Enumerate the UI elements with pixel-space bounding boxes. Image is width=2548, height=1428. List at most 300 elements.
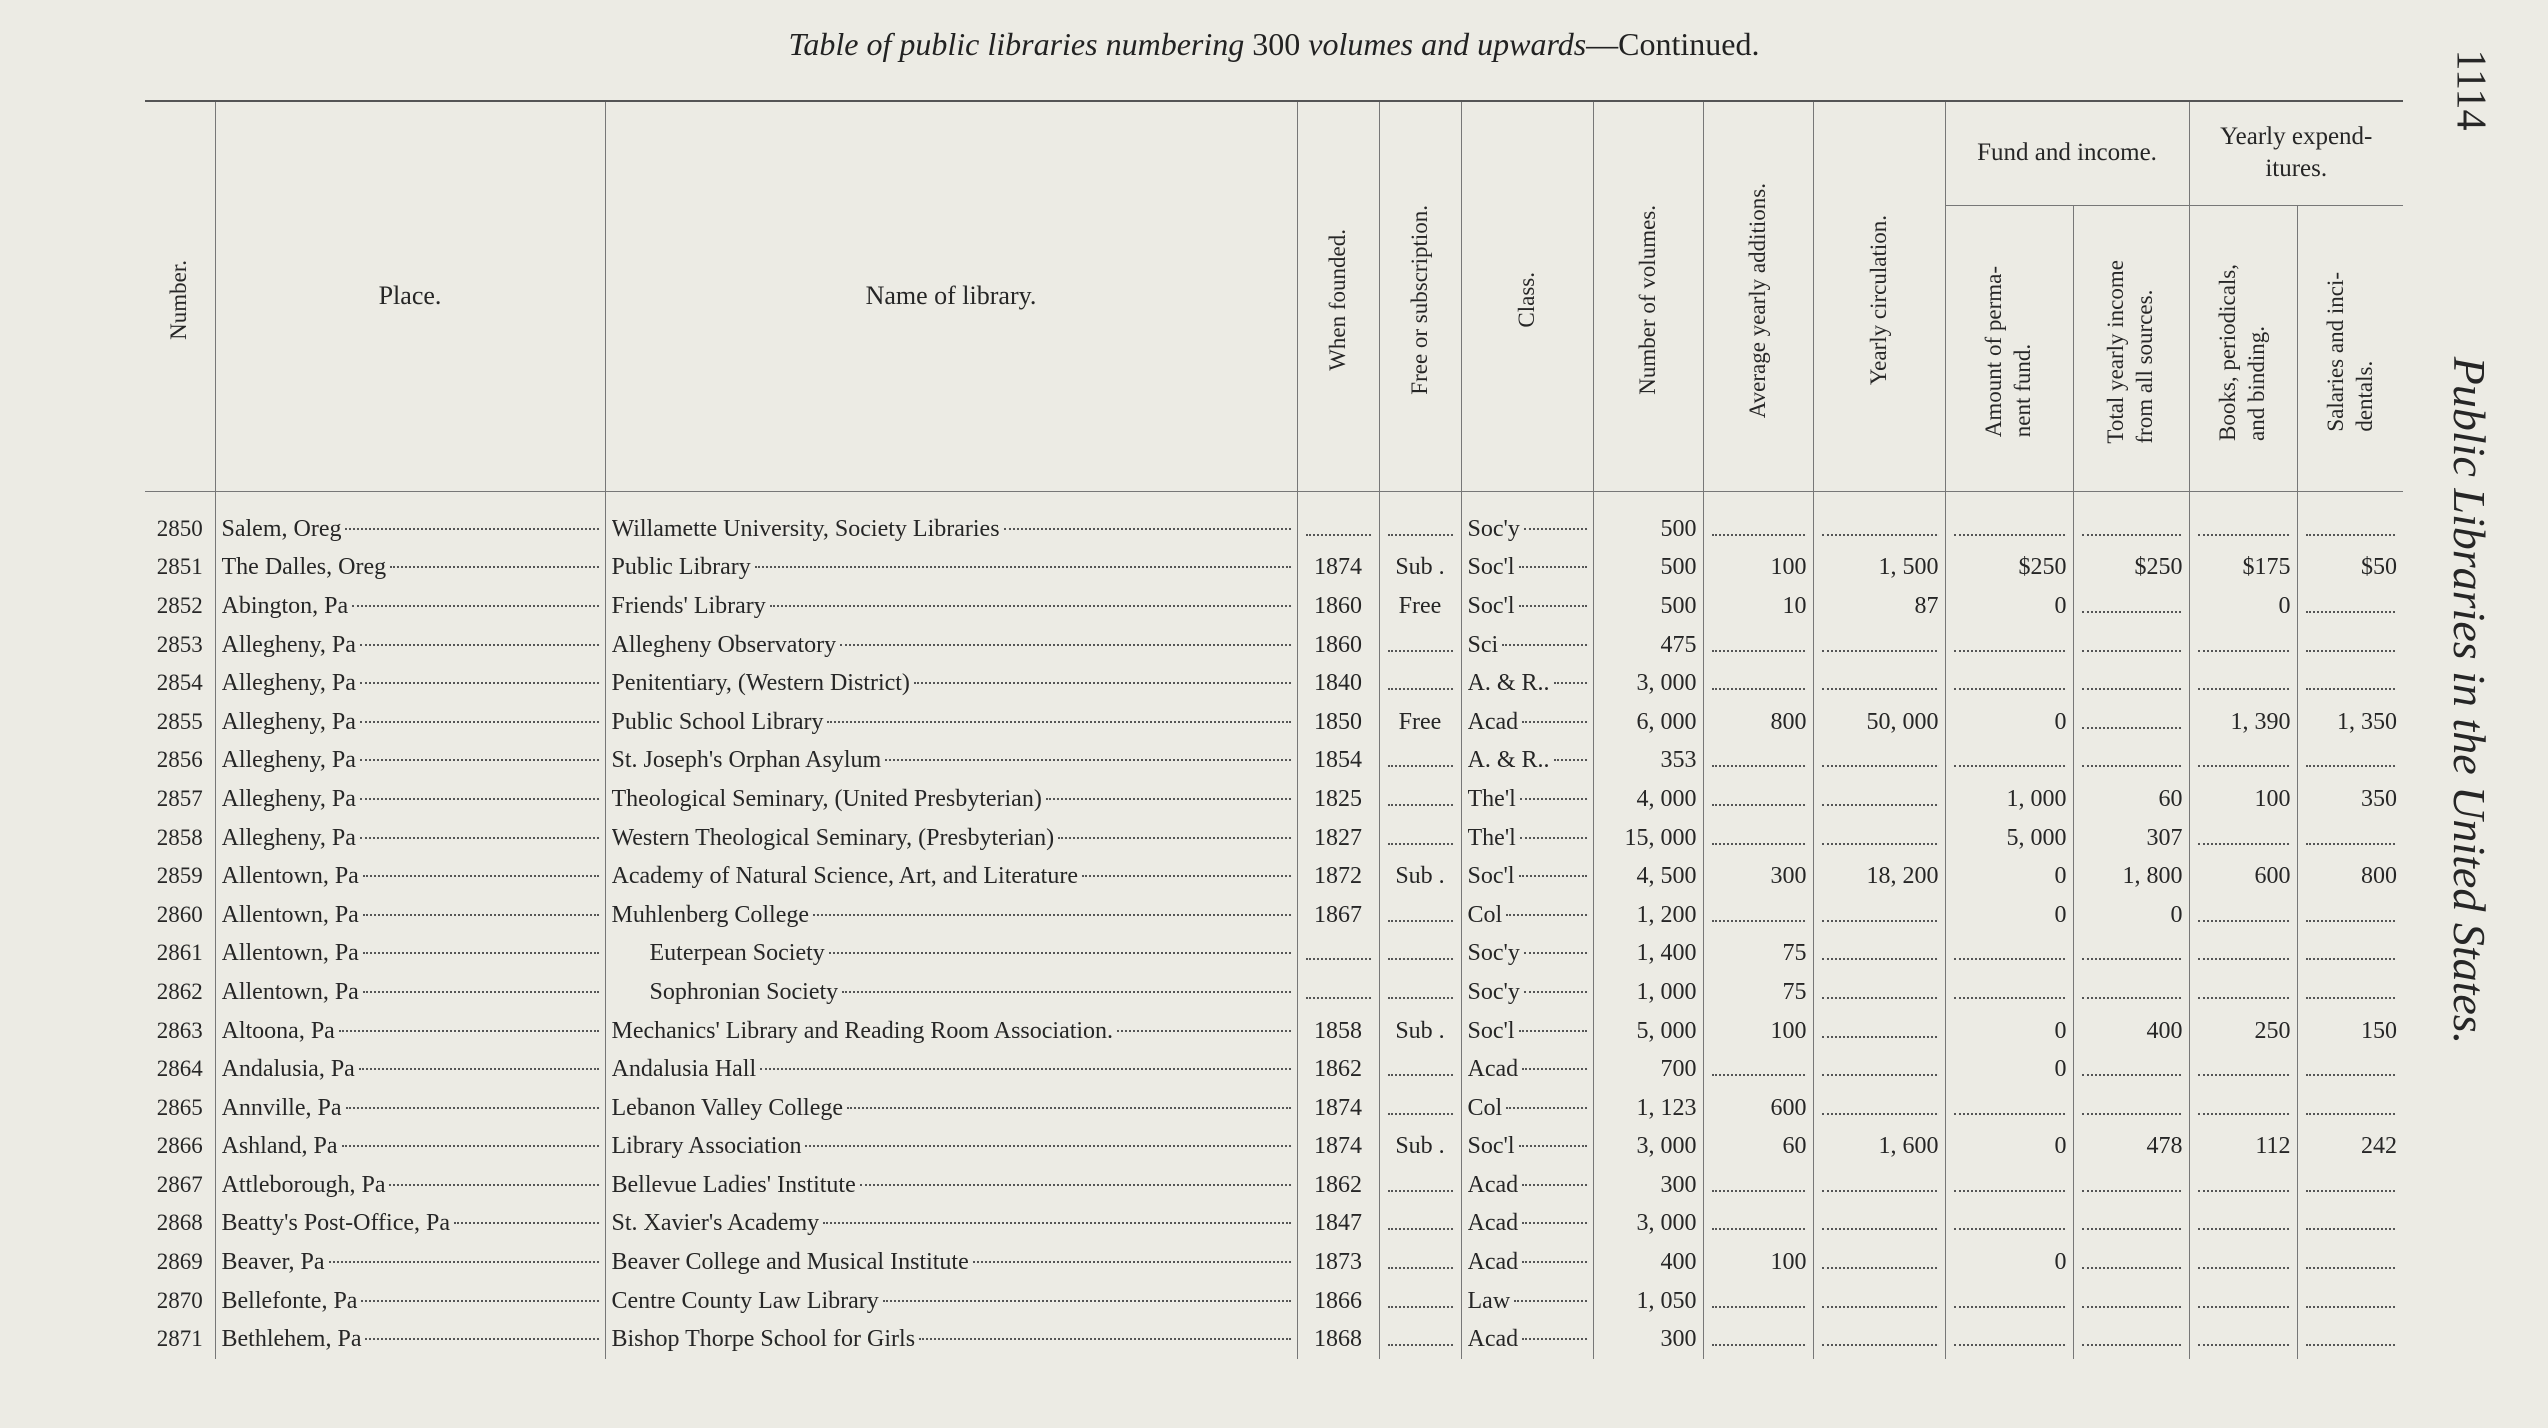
cell-name: Friends' Library bbox=[605, 587, 1297, 626]
cell-salaries bbox=[2297, 1088, 2403, 1127]
table-row bbox=[145, 780, 2403, 819]
cell-free bbox=[1379, 895, 1461, 934]
cell-volumes: 1, 000 bbox=[1593, 973, 1703, 1012]
cell-free bbox=[1379, 741, 1461, 780]
cell-income bbox=[2073, 741, 2189, 780]
header-free-subscription: Free or subscription. bbox=[1379, 101, 1461, 491]
cell-circulation bbox=[1813, 1011, 1945, 1050]
cell-class: Soc'y bbox=[1461, 934, 1593, 973]
header-place: Place. bbox=[215, 101, 605, 491]
cell-circulation bbox=[1813, 818, 1945, 857]
cell-books bbox=[2189, 1088, 2297, 1127]
cell-salaries bbox=[2297, 625, 2403, 664]
cell-number: 2852 bbox=[156, 592, 203, 618]
cell-name: St. Xavier's Academy bbox=[605, 1204, 1297, 1243]
cell-name: Allegheny Observatory bbox=[605, 625, 1297, 664]
table-row bbox=[145, 934, 2403, 973]
header-permanent-fund: Amount of perma- nent fund. bbox=[1945, 205, 2073, 491]
page-number: 1114 bbox=[2447, 49, 2494, 131]
cell-name: St. Joseph's Orphan Asylum bbox=[605, 741, 1297, 780]
cell-circulation bbox=[1813, 625, 1945, 664]
cell-class: Acad bbox=[1461, 1050, 1593, 1089]
cell-class: Acad bbox=[1461, 1204, 1593, 1243]
cell-additions: 100 bbox=[1703, 1243, 1813, 1282]
cell-founded: 1873 bbox=[1297, 1243, 1379, 1282]
cell-additions: 75 bbox=[1703, 973, 1813, 1012]
cell-free bbox=[1379, 934, 1461, 973]
cell-salaries bbox=[2297, 491, 2403, 548]
cell-class: Acad bbox=[1461, 1243, 1593, 1282]
cell-name: Willamette University, Society Libraries bbox=[605, 491, 1297, 548]
cell-place: Attleborough, Pa bbox=[215, 1166, 605, 1205]
cell-salaries bbox=[2297, 1204, 2403, 1243]
table-row bbox=[145, 741, 2403, 780]
cell-fund: 0 bbox=[1945, 587, 2073, 626]
cell-books bbox=[2189, 934, 2297, 973]
cell-additions bbox=[1703, 1166, 1813, 1205]
title-italic-2: volumes and upwards bbox=[1308, 26, 1587, 62]
cell-volumes: 353 bbox=[1593, 741, 1703, 780]
cell-class: A. & R.. bbox=[1461, 741, 1593, 780]
cell-books bbox=[2189, 1243, 2297, 1282]
cell-additions: 100 bbox=[1703, 1011, 1813, 1050]
cell-free: Sub . bbox=[1379, 548, 1461, 587]
cell-number: 2850 bbox=[156, 515, 203, 541]
cell-founded: 1866 bbox=[1297, 1281, 1379, 1320]
cell-volumes: 6, 000 bbox=[1593, 702, 1703, 741]
cell-income bbox=[2073, 1204, 2189, 1243]
cell-additions bbox=[1703, 818, 1813, 857]
table-row bbox=[145, 702, 2403, 741]
cell-place: Allentown, Pa bbox=[215, 973, 605, 1012]
cell-volumes: 4, 000 bbox=[1593, 780, 1703, 819]
cell-salaries bbox=[2297, 587, 2403, 626]
cell-income: 478 bbox=[2073, 1127, 2189, 1166]
cell-circulation bbox=[1813, 1050, 1945, 1089]
cell-income: 307 bbox=[2073, 818, 2189, 857]
cell-number: 2865 bbox=[156, 1094, 203, 1120]
cell-free: Sub . bbox=[1379, 1011, 1461, 1050]
cell-place: Allegheny, Pa bbox=[215, 664, 605, 703]
cell-books: 100 bbox=[2189, 780, 2297, 819]
cell-volumes: 3, 000 bbox=[1593, 1127, 1703, 1166]
cell-free bbox=[1379, 1204, 1461, 1243]
title-dash: — bbox=[1586, 26, 1619, 62]
cell-additions: 10 bbox=[1703, 587, 1813, 626]
cell-free: Free bbox=[1379, 587, 1461, 626]
table-row bbox=[145, 1281, 2403, 1320]
cell-salaries bbox=[2297, 895, 2403, 934]
cell-founded: 1854 bbox=[1297, 741, 1379, 780]
cell-founded: 1860 bbox=[1297, 625, 1379, 664]
cell-salaries bbox=[2297, 1050, 2403, 1089]
table-row bbox=[145, 857, 2403, 896]
cell-books bbox=[2189, 1320, 2297, 1359]
cell-books: 250 bbox=[2189, 1011, 2297, 1050]
cell-salaries bbox=[2297, 664, 2403, 703]
cell-founded: 1860 bbox=[1297, 587, 1379, 626]
table-row bbox=[145, 1088, 2403, 1127]
cell-class: Col bbox=[1461, 895, 1593, 934]
cell-class: Sci bbox=[1461, 625, 1593, 664]
cell-volumes: 500 bbox=[1593, 548, 1703, 587]
cell-fund bbox=[1945, 973, 2073, 1012]
cell-number: 2858 bbox=[156, 824, 203, 850]
table-row bbox=[145, 973, 2403, 1012]
cell-fund bbox=[1945, 1088, 2073, 1127]
cell-name: Mechanics' Library and Reading Room Association. bbox=[605, 1011, 1297, 1050]
cell-salaries bbox=[2297, 934, 2403, 973]
cell-books bbox=[2189, 491, 2297, 548]
cell-books bbox=[2189, 973, 2297, 1012]
cell-name: Public School Library bbox=[605, 702, 1297, 741]
cell-free bbox=[1379, 1050, 1461, 1089]
cell-free: Sub . bbox=[1379, 857, 1461, 896]
cell-books: 600 bbox=[2189, 857, 2297, 896]
cell-additions: 300 bbox=[1703, 857, 1813, 896]
table-title bbox=[0, 26, 2548, 63]
cell-additions: 60 bbox=[1703, 1127, 1813, 1166]
table-row bbox=[145, 1127, 2403, 1166]
cell-name: Lebanon Valley College bbox=[605, 1088, 1297, 1127]
cell-circulation bbox=[1813, 741, 1945, 780]
cell-volumes: 1, 200 bbox=[1593, 895, 1703, 934]
cell-additions: 75 bbox=[1703, 934, 1813, 973]
libraries-table bbox=[145, 100, 2403, 1359]
cell-founded: 1825 bbox=[1297, 780, 1379, 819]
cell-name: Library Association bbox=[605, 1127, 1297, 1166]
cell-books bbox=[2189, 1050, 2297, 1089]
cell-place: Andalusia, Pa bbox=[215, 1050, 605, 1089]
cell-name: Sophronian Society bbox=[605, 973, 1297, 1012]
table-row bbox=[145, 625, 2403, 664]
cell-free bbox=[1379, 491, 1461, 548]
table-row bbox=[145, 1011, 2403, 1050]
cell-salaries bbox=[2297, 1281, 2403, 1320]
cell-circulation: 50, 000 bbox=[1813, 702, 1945, 741]
cell-fund bbox=[1945, 1281, 2073, 1320]
cell-additions: 100 bbox=[1703, 548, 1813, 587]
cell-free bbox=[1379, 664, 1461, 703]
cell-salaries: 350 bbox=[2297, 780, 2403, 819]
cell-fund bbox=[1945, 934, 2073, 973]
cell-income: $250 bbox=[2073, 548, 2189, 587]
cell-fund bbox=[1945, 1204, 2073, 1243]
cell-circulation bbox=[1813, 1281, 1945, 1320]
cell-place: Bellefonte, Pa bbox=[215, 1281, 605, 1320]
table-row bbox=[145, 664, 2403, 703]
cell-volumes: 475 bbox=[1593, 625, 1703, 664]
table-row bbox=[145, 1166, 2403, 1205]
cell-founded bbox=[1297, 491, 1379, 548]
cell-free bbox=[1379, 1088, 1461, 1127]
title-continued: Continued. bbox=[1618, 26, 1760, 62]
cell-place: Beaver, Pa bbox=[215, 1243, 605, 1282]
header-salaries: Salaries and inci- dentals. bbox=[2297, 205, 2403, 491]
table-row bbox=[145, 548, 2403, 587]
header-expend-group: Yearly expend- itures. bbox=[2189, 101, 2403, 205]
cell-founded bbox=[1297, 973, 1379, 1012]
cell-class: Soc'l bbox=[1461, 857, 1593, 896]
cell-salaries: 242 bbox=[2297, 1127, 2403, 1166]
cell-free bbox=[1379, 973, 1461, 1012]
cell-circulation: 1, 500 bbox=[1813, 548, 1945, 587]
cell-books: 0 bbox=[2189, 587, 2297, 626]
cell-class: Soc'l bbox=[1461, 1011, 1593, 1050]
cell-volumes: 500 bbox=[1593, 491, 1703, 548]
cell-additions bbox=[1703, 1204, 1813, 1243]
cell-name: Centre County Law Library bbox=[605, 1281, 1297, 1320]
cell-circulation bbox=[1813, 664, 1945, 703]
cell-founded: 1827 bbox=[1297, 818, 1379, 857]
cell-place: Allegheny, Pa bbox=[215, 780, 605, 819]
cell-number: 2862 bbox=[156, 978, 203, 1004]
cell-free bbox=[1379, 780, 1461, 819]
cell-number: 2855 bbox=[156, 708, 203, 734]
cell-books bbox=[2189, 1281, 2297, 1320]
cell-volumes: 4, 500 bbox=[1593, 857, 1703, 896]
cell-income bbox=[2073, 491, 2189, 548]
header-volumes: Number of volumes. bbox=[1593, 101, 1703, 491]
cell-circulation bbox=[1813, 973, 1945, 1012]
cell-additions bbox=[1703, 625, 1813, 664]
cell-salaries bbox=[2297, 818, 2403, 857]
cell-additions bbox=[1703, 741, 1813, 780]
cell-name: Bellevue Ladies' Institute bbox=[605, 1166, 1297, 1205]
cell-income bbox=[2073, 973, 2189, 1012]
cell-place: Allentown, Pa bbox=[215, 934, 605, 973]
cell-name: Euterpean Society bbox=[605, 934, 1297, 973]
cell-income bbox=[2073, 934, 2189, 973]
cell-volumes: 300 bbox=[1593, 1166, 1703, 1205]
cell-additions bbox=[1703, 664, 1813, 703]
cell-free: Sub . bbox=[1379, 1127, 1461, 1166]
header-class: Class. bbox=[1461, 101, 1593, 491]
cell-books bbox=[2189, 625, 2297, 664]
cell-fund: $250 bbox=[1945, 548, 2073, 587]
cell-books bbox=[2189, 664, 2297, 703]
table-row bbox=[145, 1204, 2403, 1243]
cell-circulation: 87 bbox=[1813, 587, 1945, 626]
cell-name: Muhlenberg College bbox=[605, 895, 1297, 934]
cell-number: 2861 bbox=[156, 940, 203, 966]
cell-number: 2863 bbox=[156, 1017, 203, 1043]
cell-income bbox=[2073, 702, 2189, 741]
cell-volumes: 1, 123 bbox=[1593, 1088, 1703, 1127]
cell-fund: 0 bbox=[1945, 1050, 2073, 1089]
cell-place: Annville, Pa bbox=[215, 1088, 605, 1127]
cell-fund: 0 bbox=[1945, 702, 2073, 741]
cell-fund: 0 bbox=[1945, 895, 2073, 934]
cell-number: 2864 bbox=[156, 1056, 203, 1082]
running-head: Public Libraries in the United States. bbox=[2444, 356, 2496, 1044]
cell-class: The'l bbox=[1461, 780, 1593, 819]
cell-place: Beatty's Post-Office, Pa bbox=[215, 1204, 605, 1243]
table-row bbox=[145, 587, 2403, 626]
cell-books: $175 bbox=[2189, 548, 2297, 587]
cell-founded: 1874 bbox=[1297, 1127, 1379, 1166]
cell-salaries: 1, 350 bbox=[2297, 702, 2403, 741]
cell-circulation: 1, 600 bbox=[1813, 1127, 1945, 1166]
cell-additions bbox=[1703, 1281, 1813, 1320]
cell-number: 2867 bbox=[156, 1171, 203, 1197]
cell-place: Ashland, Pa bbox=[215, 1127, 605, 1166]
cell-volumes: 400 bbox=[1593, 1243, 1703, 1282]
cell-place: Allentown, Pa bbox=[215, 895, 605, 934]
cell-fund: 0 bbox=[1945, 1243, 2073, 1282]
cell-additions bbox=[1703, 1050, 1813, 1089]
cell-fund bbox=[1945, 664, 2073, 703]
cell-fund: 0 bbox=[1945, 857, 2073, 896]
cell-income bbox=[2073, 1166, 2189, 1205]
cell-fund: 5, 000 bbox=[1945, 818, 2073, 857]
header-name: Name of library. bbox=[605, 101, 1297, 491]
cell-income: 1, 800 bbox=[2073, 857, 2189, 896]
cell-founded: 1850 bbox=[1297, 702, 1379, 741]
cell-class: Acad bbox=[1461, 1166, 1593, 1205]
cell-volumes: 300 bbox=[1593, 1320, 1703, 1359]
cell-circulation bbox=[1813, 895, 1945, 934]
header-total-income: Total yearly income from all sources. bbox=[2073, 205, 2189, 491]
header-yearly-additions: Average yearly additions. bbox=[1703, 101, 1813, 491]
cell-salaries bbox=[2297, 1243, 2403, 1282]
cell-number: 2870 bbox=[156, 1287, 203, 1313]
cell-free bbox=[1379, 1166, 1461, 1205]
cell-circulation bbox=[1813, 1088, 1945, 1127]
cell-fund bbox=[1945, 491, 2073, 548]
cell-founded: 1874 bbox=[1297, 1088, 1379, 1127]
cell-circulation bbox=[1813, 1166, 1945, 1205]
cell-name: Western Theological Seminary, (Presbyterian) bbox=[605, 818, 1297, 857]
cell-name: Andalusia Hall bbox=[605, 1050, 1297, 1089]
cell-salaries bbox=[2297, 973, 2403, 1012]
cell-additions bbox=[1703, 1320, 1813, 1359]
cell-additions bbox=[1703, 491, 1813, 548]
cell-income: 60 bbox=[2073, 780, 2189, 819]
cell-class: Soc'l bbox=[1461, 1127, 1593, 1166]
cell-fund bbox=[1945, 741, 2073, 780]
cell-free bbox=[1379, 1243, 1461, 1282]
cell-circulation bbox=[1813, 491, 1945, 548]
cell-number: 2854 bbox=[156, 670, 203, 696]
cell-class: Soc'l bbox=[1461, 548, 1593, 587]
table-row bbox=[145, 1243, 2403, 1282]
cell-income bbox=[2073, 1281, 2189, 1320]
cell-founded: 1872 bbox=[1297, 857, 1379, 896]
cell-number: 2851 bbox=[156, 554, 203, 580]
cell-books: 112 bbox=[2189, 1127, 2297, 1166]
cell-income: 0 bbox=[2073, 895, 2189, 934]
cell-volumes: 3, 000 bbox=[1593, 1204, 1703, 1243]
cell-fund bbox=[1945, 625, 2073, 664]
header-circulation: Yearly circulation. bbox=[1813, 101, 1945, 491]
cell-income bbox=[2073, 664, 2189, 703]
cell-number: 2868 bbox=[156, 1210, 203, 1236]
cell-circulation bbox=[1813, 780, 1945, 819]
cell-place: Allegheny, Pa bbox=[215, 818, 605, 857]
cell-income bbox=[2073, 1243, 2189, 1282]
table-body bbox=[145, 491, 2403, 1359]
cell-salaries: 150 bbox=[2297, 1011, 2403, 1050]
cell-number: 2853 bbox=[156, 631, 203, 657]
cell-income bbox=[2073, 625, 2189, 664]
cell-class: A. & R.. bbox=[1461, 664, 1593, 703]
cell-additions: 600 bbox=[1703, 1088, 1813, 1127]
cell-circulation bbox=[1813, 1320, 1945, 1359]
cell-class: Acad bbox=[1461, 702, 1593, 741]
cell-class: Soc'y bbox=[1461, 491, 1593, 548]
cell-place: Salem, Oreg bbox=[215, 491, 605, 548]
cell-founded: 1867 bbox=[1297, 895, 1379, 934]
cell-volumes: 500 bbox=[1593, 587, 1703, 626]
cell-class: Soc'l bbox=[1461, 587, 1593, 626]
table-row bbox=[145, 1050, 2403, 1089]
header-books-periodicals: Books, periodicals, and binding. bbox=[2189, 205, 2297, 491]
cell-books: 1, 390 bbox=[2189, 702, 2297, 741]
cell-name: Public Library bbox=[605, 548, 1297, 587]
cell-name: Theological Seminary, (United Presbyterian) bbox=[605, 780, 1297, 819]
cell-class: Acad bbox=[1461, 1320, 1593, 1359]
cell-income bbox=[2073, 1320, 2189, 1359]
cell-founded bbox=[1297, 934, 1379, 973]
cell-volumes: 1, 400 bbox=[1593, 934, 1703, 973]
cell-place: The Dalles, Oreg bbox=[215, 548, 605, 587]
cell-class: Soc'y bbox=[1461, 973, 1593, 1012]
cell-income: 400 bbox=[2073, 1011, 2189, 1050]
cell-books bbox=[2189, 741, 2297, 780]
header-fund-group: Fund and income. bbox=[1945, 101, 2189, 205]
cell-place: Altoona, Pa bbox=[215, 1011, 605, 1050]
cell-fund bbox=[1945, 1320, 2073, 1359]
table-row bbox=[145, 1320, 2403, 1359]
cell-salaries: $50 bbox=[2297, 548, 2403, 587]
cell-class: Law bbox=[1461, 1281, 1593, 1320]
cell-circulation: 18, 200 bbox=[1813, 857, 1945, 896]
cell-founded: 1868 bbox=[1297, 1320, 1379, 1359]
header-when-founded: When founded. bbox=[1297, 101, 1379, 491]
cell-place: Bethlehem, Pa bbox=[215, 1320, 605, 1359]
cell-founded: 1858 bbox=[1297, 1011, 1379, 1050]
cell-fund: 0 bbox=[1945, 1127, 2073, 1166]
cell-name: Academy of Natural Science, Art, and Literature bbox=[605, 857, 1297, 896]
title-italic: Table of public libraries numbering bbox=[788, 26, 1245, 62]
cell-place: Allegheny, Pa bbox=[215, 741, 605, 780]
title-number: 300 bbox=[1252, 26, 1301, 62]
cell-class: Col bbox=[1461, 1088, 1593, 1127]
cell-number: 2857 bbox=[156, 785, 203, 811]
cell-circulation bbox=[1813, 1204, 1945, 1243]
cell-volumes: 15, 000 bbox=[1593, 818, 1703, 857]
cell-number: 2871 bbox=[156, 1326, 203, 1352]
cell-free: Free bbox=[1379, 702, 1461, 741]
cell-number: 2859 bbox=[156, 863, 203, 889]
cell-fund: 0 bbox=[1945, 1011, 2073, 1050]
cell-income bbox=[2073, 1088, 2189, 1127]
cell-salaries bbox=[2297, 741, 2403, 780]
cell-place: Allegheny, Pa bbox=[215, 702, 605, 741]
cell-free bbox=[1379, 1320, 1461, 1359]
cell-free bbox=[1379, 625, 1461, 664]
cell-name: Bishop Thorpe School for Girls bbox=[605, 1320, 1297, 1359]
cell-salaries bbox=[2297, 1166, 2403, 1205]
cell-volumes: 3, 000 bbox=[1593, 664, 1703, 703]
cell-founded: 1862 bbox=[1297, 1050, 1379, 1089]
cell-books bbox=[2189, 818, 2297, 857]
table-row bbox=[145, 895, 2403, 934]
cell-name: Beaver College and Musical Institute bbox=[605, 1243, 1297, 1282]
cell-founded: 1862 bbox=[1297, 1166, 1379, 1205]
cell-number: 2856 bbox=[156, 747, 203, 773]
